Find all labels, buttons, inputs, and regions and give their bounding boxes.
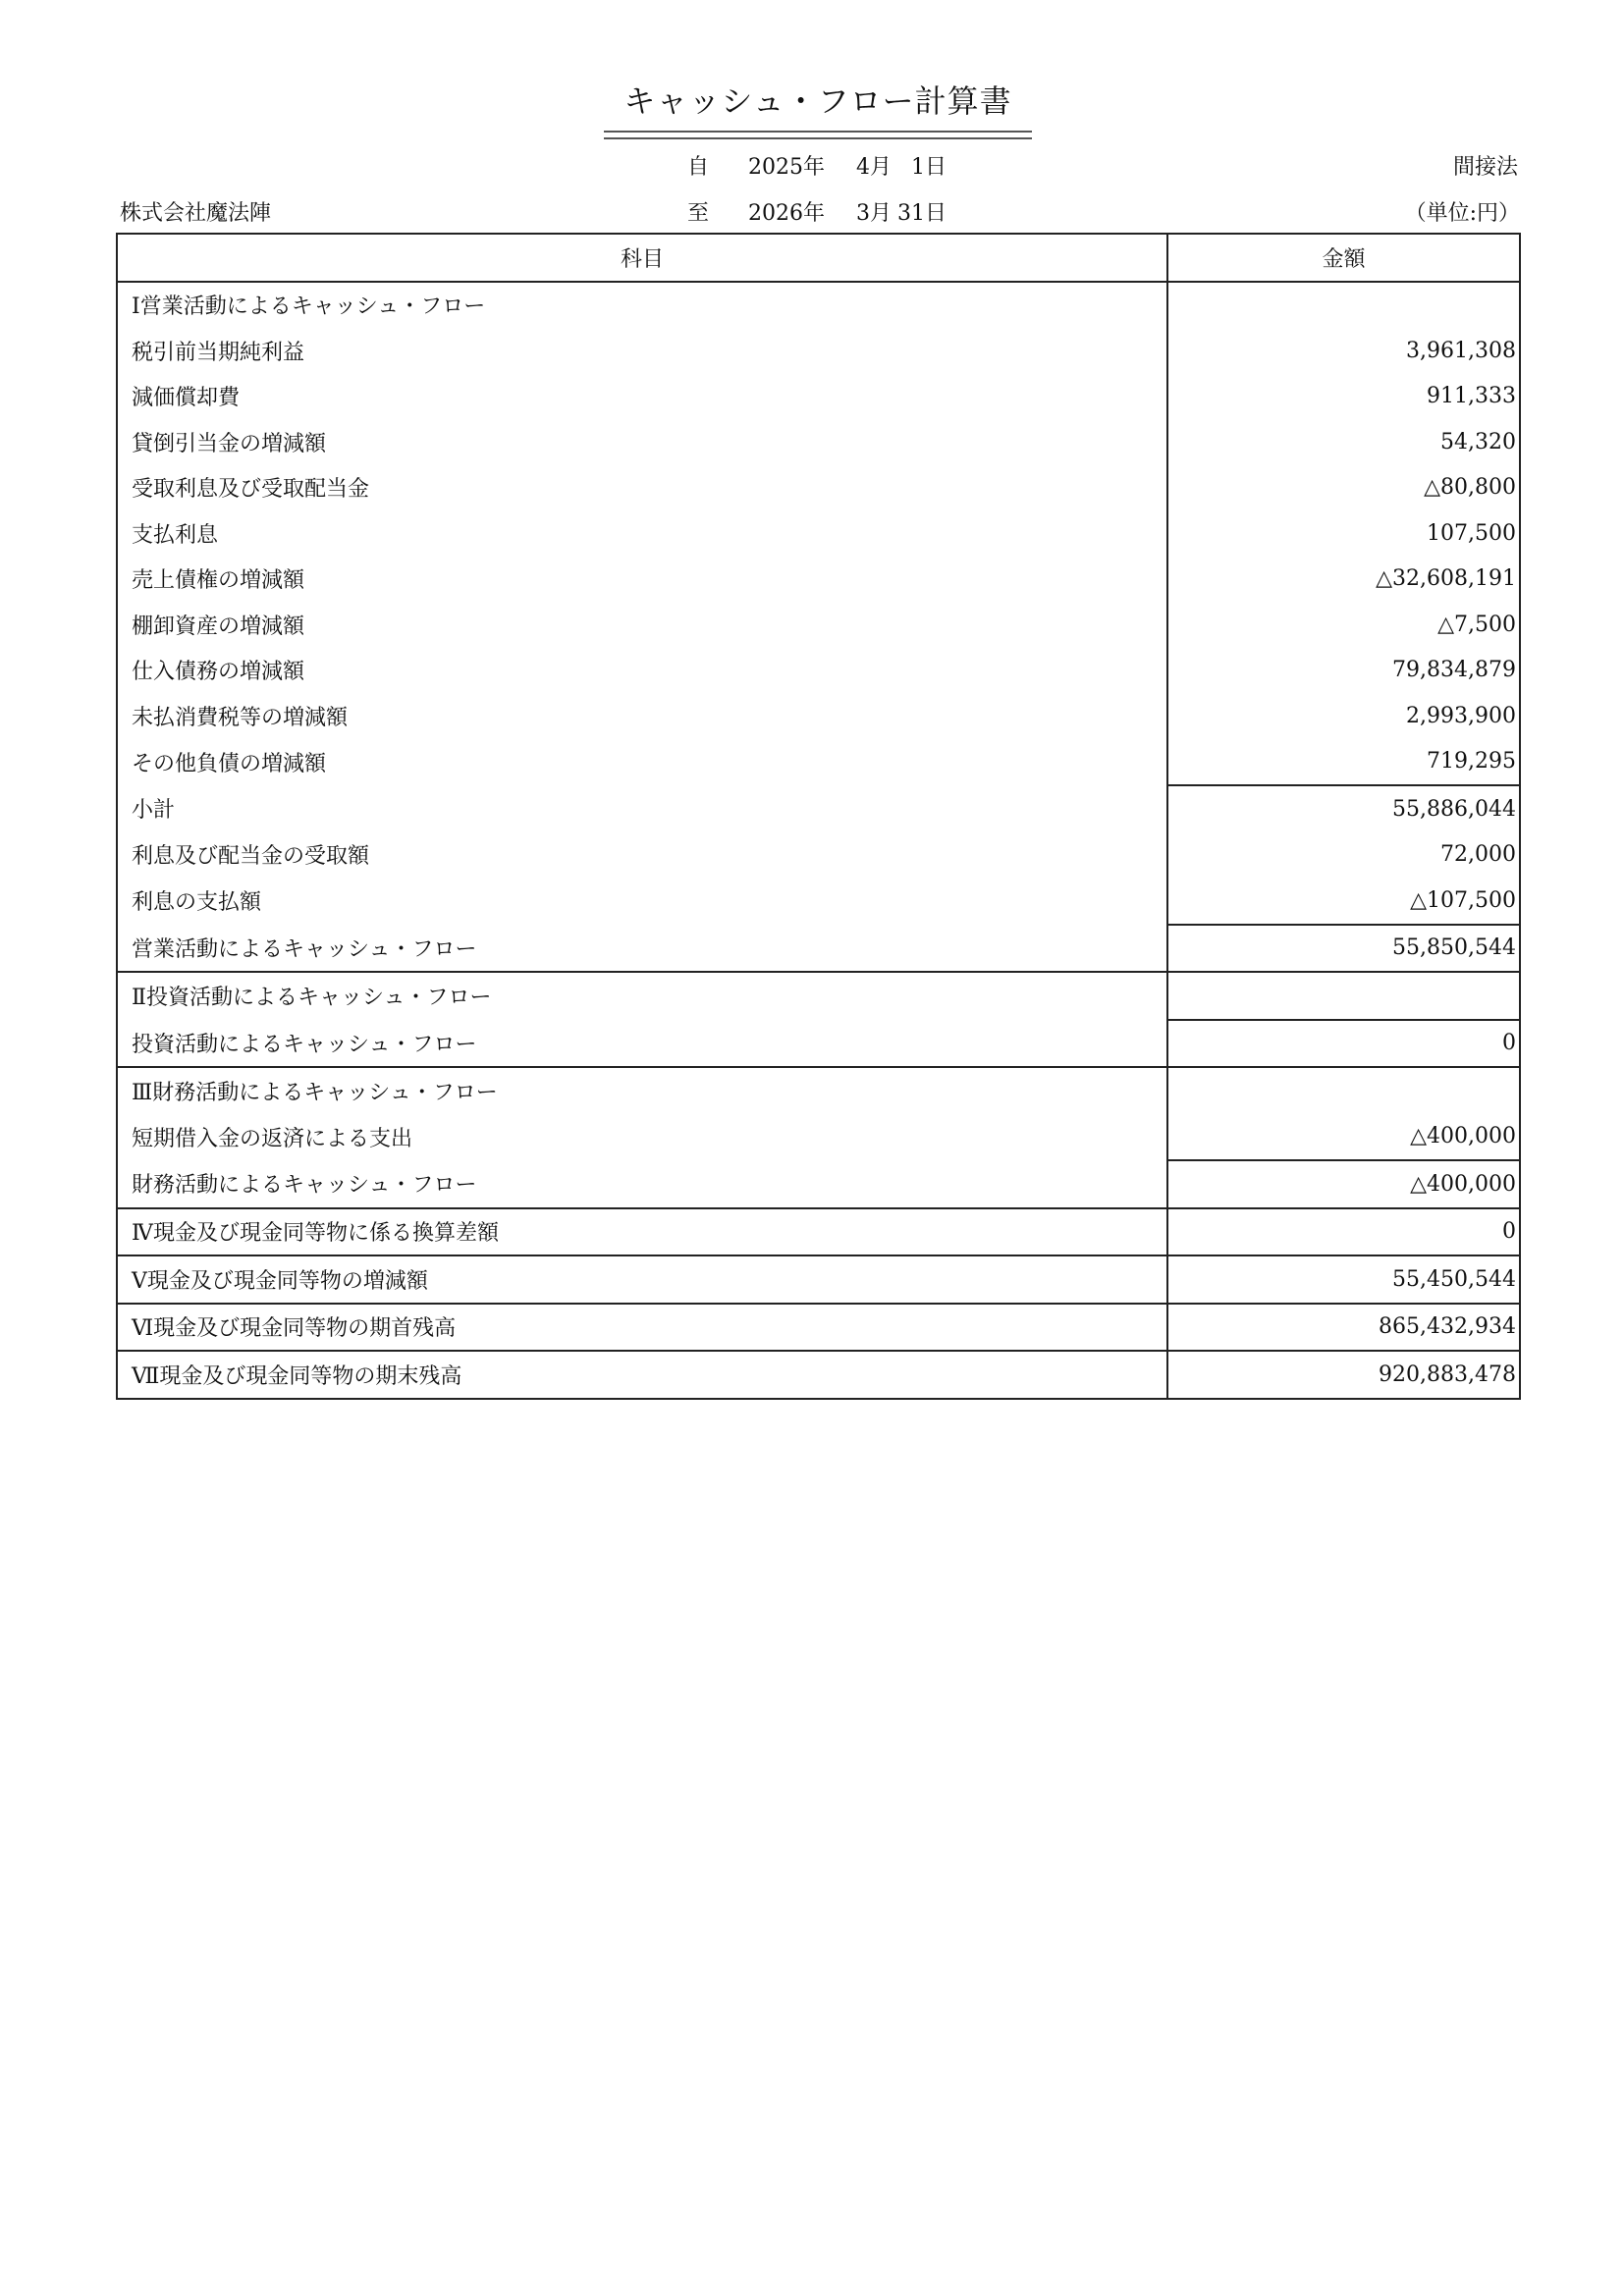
summary-row <box>117 1351 1520 1399</box>
row-label: 未払消費税等の増減額 <box>117 693 1167 739</box>
table-row <box>117 419 1520 465</box>
table-row <box>117 374 1520 420</box>
row-amount: 865,432,934 <box>1167 1304 1520 1352</box>
row-label: Ⅰ営業活動によるキャッシュ・フロー <box>117 282 1167 329</box>
period-from-month: 4月 <box>856 155 892 180</box>
row-label: 棚卸資産の増減額 <box>117 602 1167 648</box>
row-amount: △400,000 <box>1167 1114 1520 1161</box>
section-header-row <box>117 1067 1520 1114</box>
row-amount: 55,850,544 <box>1167 925 1520 973</box>
row-label: 仕入債務の増減額 <box>117 648 1167 694</box>
period-from <box>687 150 947 181</box>
row-amount <box>1167 1067 1520 1114</box>
table-row <box>117 465 1520 511</box>
row-amount: 719,295 <box>1167 739 1520 786</box>
row-amount: 911,333 <box>1167 374 1520 420</box>
table-row <box>117 328 1520 374</box>
summary-row <box>117 1255 1520 1304</box>
table-row <box>117 693 1520 739</box>
row-amount: 72,000 <box>1167 832 1520 879</box>
table-row <box>117 602 1520 648</box>
row-label: 支払利息 <box>117 510 1167 557</box>
document-title: キャッシュ・フロー計算書 <box>623 82 1012 120</box>
row-amount: 2,993,900 <box>1167 693 1520 739</box>
row-label: 減価償却費 <box>117 374 1167 420</box>
row-label: 税引前当期純利益 <box>117 328 1167 374</box>
row-amount: 0 <box>1167 1208 1520 1256</box>
section-header-row <box>117 972 1520 1020</box>
table-row <box>117 648 1520 694</box>
row-label: 投資活動によるキャッシュ・フロー <box>117 1020 1167 1068</box>
row-amount <box>1167 282 1520 329</box>
period-to-month: 3月 <box>856 201 892 226</box>
period-to-year: 2026年 <box>748 201 825 226</box>
row-label: 利息の支払額 <box>117 878 1167 925</box>
column-header-item: 科目 <box>117 234 1167 282</box>
section-total-row <box>117 925 1520 973</box>
row-amount: 54,320 <box>1167 419 1520 465</box>
row-label: Ⅳ現金及び現金同等物に係る換算差額 <box>117 1208 1167 1256</box>
subtotal-row <box>117 785 1520 832</box>
period-from-day: 1日 <box>911 155 947 180</box>
period-to-day: 31日 <box>897 201 947 226</box>
row-label: 利息及び配当金の受取額 <box>117 832 1167 879</box>
period-to <box>687 196 947 227</box>
title-double-underline <box>604 131 1032 139</box>
table-row <box>117 282 1520 329</box>
table-row <box>117 739 1520 786</box>
table-row <box>117 557 1520 603</box>
section-total-row <box>117 1160 1520 1208</box>
row-amount: △80,800 <box>1167 465 1520 511</box>
table-row <box>117 510 1520 557</box>
row-label: 財務活動によるキャッシュ・フロー <box>117 1160 1167 1208</box>
table-row <box>117 1114 1520 1161</box>
row-label: 短期借入金の返済による支出 <box>117 1114 1167 1161</box>
row-amount: 55,450,544 <box>1167 1255 1520 1304</box>
unit-label: （単位:円） <box>1404 201 1520 226</box>
row-amount: △107,500 <box>1167 878 1520 925</box>
row-amount: △7,500 <box>1167 602 1520 648</box>
row-amount: △400,000 <box>1167 1160 1520 1208</box>
row-amount: 55,886,044 <box>1167 785 1520 832</box>
table-row <box>117 878 1520 925</box>
row-label: Ⅴ現金及び現金同等物の増減額 <box>117 1255 1167 1304</box>
company-name: 株式会社魔法陣 <box>120 201 272 226</box>
row-label: 受取利息及び受取配当金 <box>117 465 1167 511</box>
table-header-row <box>117 234 1520 282</box>
summary-row <box>117 1304 1520 1352</box>
section-total-row <box>117 1020 1520 1068</box>
period-to-label: 至 <box>687 201 710 226</box>
row-label: 営業活動によるキャッシュ・フロー <box>117 925 1167 973</box>
row-label: Ⅱ投資活動によるキャッシュ・フロー <box>117 972 1167 1020</box>
row-label: その他負債の増減額 <box>117 739 1167 786</box>
row-label: Ⅶ現金及び現金同等物の期末残高 <box>117 1351 1167 1399</box>
row-label: Ⅵ現金及び現金同等物の期首残高 <box>117 1304 1167 1352</box>
row-label: 貸倒引当金の増減額 <box>117 419 1167 465</box>
row-label: 小計 <box>117 785 1167 832</box>
table-row <box>117 832 1520 879</box>
column-header-amount: 金額 <box>1167 234 1520 282</box>
period-from-label: 自 <box>687 155 710 180</box>
row-label: Ⅲ財務活動によるキャッシュ・フロー <box>117 1067 1167 1114</box>
row-amount: 3,961,308 <box>1167 328 1520 374</box>
row-label: 売上債権の増減額 <box>117 557 1167 603</box>
row-amount: 107,500 <box>1167 510 1520 557</box>
row-amount <box>1167 972 1520 1020</box>
row-amount: 0 <box>1167 1020 1520 1068</box>
row-amount: 79,834,879 <box>1167 648 1520 694</box>
method-label: 間接法 <box>1452 155 1518 180</box>
summary-row <box>117 1208 1520 1256</box>
row-amount: 920,883,478 <box>1167 1351 1520 1399</box>
row-amount: △32,608,191 <box>1167 557 1520 603</box>
cash-flow-table <box>116 233 1521 1400</box>
period-from-year: 2025年 <box>748 155 825 180</box>
